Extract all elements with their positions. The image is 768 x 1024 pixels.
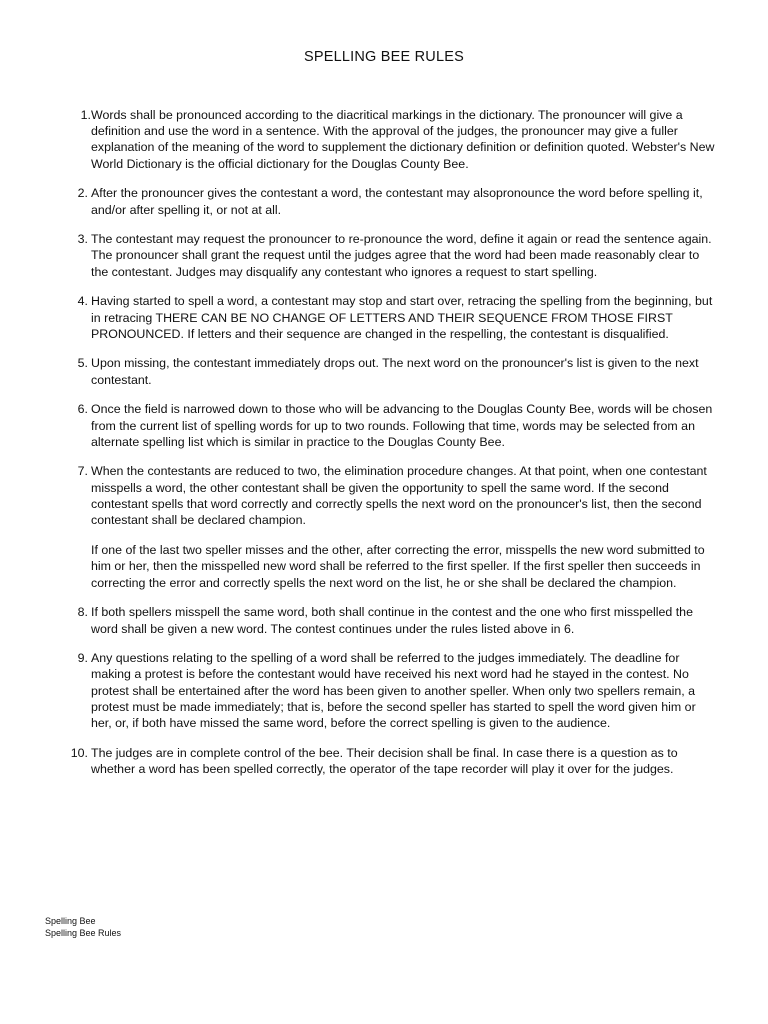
rule-text: Upon missing, the contestant immediately drops out. The next word on the pronouncer's list is given to the next contestant.	[91, 356, 699, 387]
rule-item	[66, 293, 716, 342]
rule-number: 7.	[77, 464, 88, 479]
rule-number: 4.	[77, 294, 88, 309]
page-title: SPELLING BEE RULES	[304, 49, 464, 65]
footer-line: Spelling Bee Rules	[45, 927, 122, 938]
rule-text: If both spellers misspell the same word, both shall continue in the contest and the one who first misspelled the word shall be given a new word. The contest continues under the rules listed above in 6.	[91, 605, 693, 636]
rule-item	[66, 745, 716, 777]
rule-number: 8.	[77, 605, 88, 620]
rule-text: When the contestants are reduced to two, the elimination procedure changes. At that point, when one contestant misspells a word, the other contestant shall be given the opportunity to spell the same word. If the second contestant spells that word correctly and correctly spells the next word on the pronouncer's list, then the second contestant shall be declared champion.	[91, 464, 707, 528]
rule-item	[66, 107, 716, 172]
rule-text: The judges are in complete control of the bee. Their decision shall be final. In case there is a question as to whether a word has been spelled correctly, the operator of the tape recorder will play it over for the judges.	[91, 745, 678, 776]
rule-text: The contestant may request the pronouncer to re-pronounce the word, define it again or read the sentence again. The pronouncer shall grant the request until the judges agree that the word had been made reasonably clear to the contestant. Judges may disqualify any contestant who ignores a request to start spelling.	[91, 232, 712, 279]
page-footer	[45, 916, 121, 939]
rule-number: 9.	[77, 651, 88, 666]
rule-number: 5.	[77, 356, 88, 371]
rule-text: Once the field is narrowed down to those who will be advancing to the Douglas County Bee, words will be chosen from the current list of spelling words for up to two rounds. Following that time, words may be selected from an alternate spelling list which is similar in practice to the Douglas County Bee.	[91, 402, 713, 449]
footer-line: Spelling Bee	[45, 916, 96, 926]
rule-item	[66, 185, 716, 217]
rule-number: 6.	[77, 402, 88, 417]
rule-item	[66, 650, 716, 731]
rule-item	[66, 463, 716, 590]
rule-number: 3.	[77, 232, 88, 247]
rule-item	[66, 231, 716, 280]
rule-text: Any questions relating to the spelling of a word shall be referred to the judges immediately. The deadline for making a protest is before the contestant would have received his next word had he stayed in the contest. No protest shall be entertained after the word has been given to another speller. When only two spellers remain, a protest must be made immediately; that is, before the second speller has started to spell the word given him or her, or, if both have missed the same word, before the correct spelling is given to the audience.	[91, 651, 696, 731]
rule-item	[66, 355, 716, 387]
rule-text: Words shall be pronounced according to the diacritical markings in the dictionary. The pronouncer will give a definition and use the word in a sentence. With the approval of the judges, the pronouncer may give a fuller explanation of the meaning of the word to supplement the dictionary definition or definition quoted. Webster's New World Dictionary is the official dictionary for the Douglas County Bee.	[91, 108, 715, 171]
rules-list	[66, 107, 716, 791]
rule-item	[66, 604, 716, 636]
rule-number: 1.	[80, 108, 91, 122]
rule-text: After the pronouncer gives the contestant a word, the contestant may alsopronounce the word before spelling it, and/or after spelling it, or not at all.	[91, 186, 703, 217]
rule-item	[66, 401, 716, 450]
rule-text: Having started to spell a word, a contestant may stop and start over, retracing the spelling from the beginning, but in retracing THERE CAN BE NO CHANGE OF LETTERS AND THEIR SEQUENCE FROM THOSE FIRST PRONOUNCED. If letters and their sequence are changed in the respelling, the contestant is disqualified.	[91, 294, 713, 341]
rule-number: 2.	[77, 186, 88, 201]
rule-text: If one of the last two speller misses and the other, after correcting the error, misspells the new word submitted to him or her, then the misspelled new word shall be referred to the first speller. If the first speller then succeeds in correcting the error and correctly spells the next word on the list, he or she shall be declared the champion.	[91, 543, 705, 590]
rule-number: 10.	[70, 745, 88, 760]
